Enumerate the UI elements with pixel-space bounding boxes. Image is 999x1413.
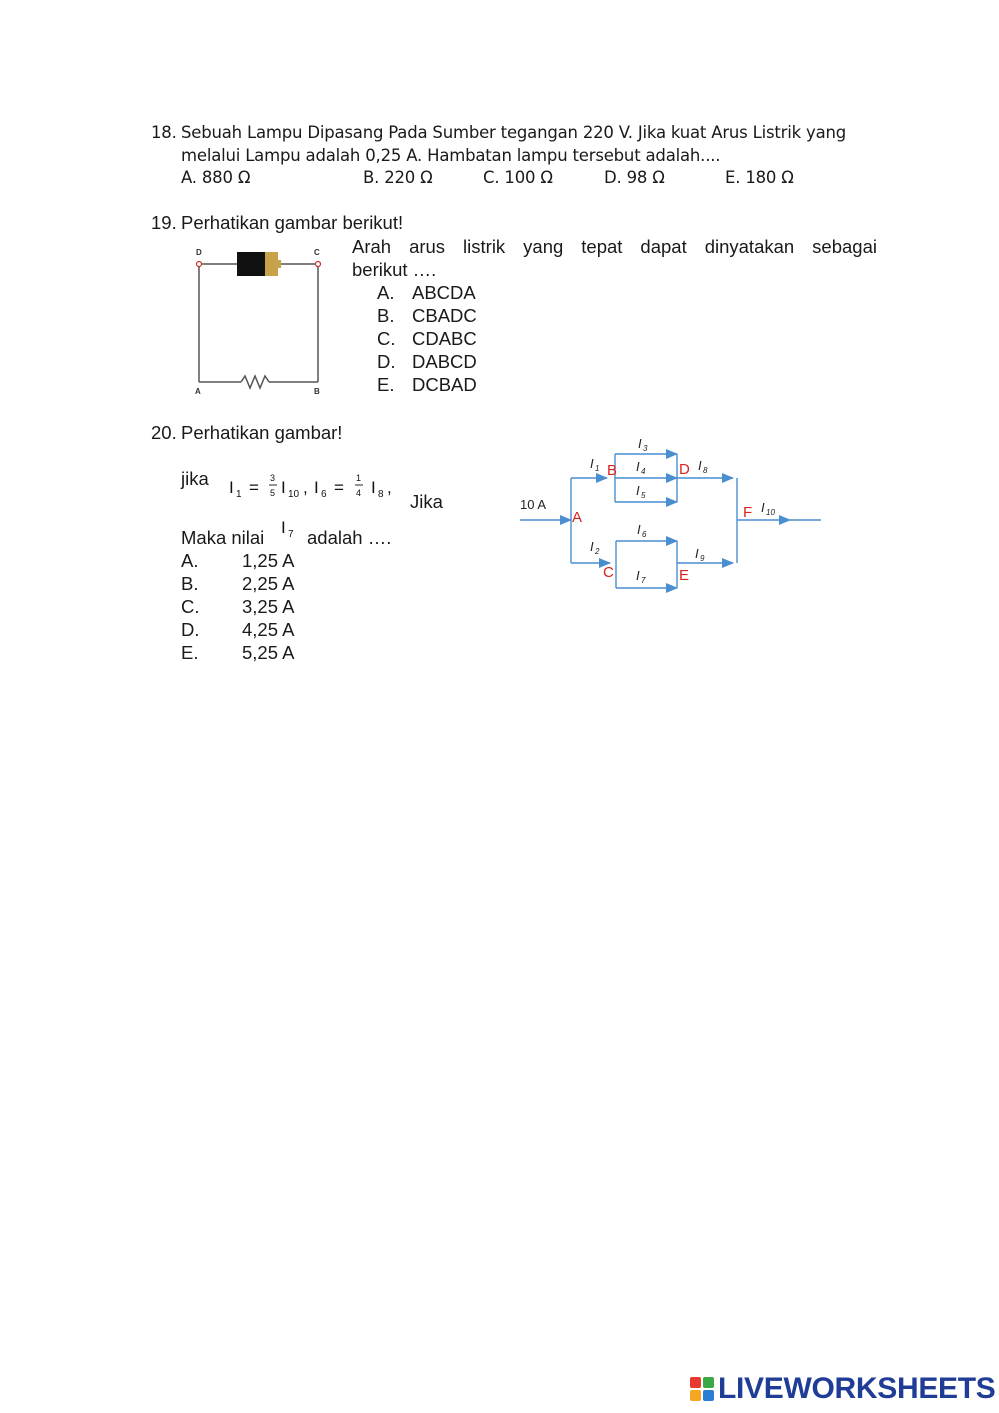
current-i1: I <box>590 456 594 471</box>
node-b-label: B <box>314 387 320 396</box>
current-i5: I <box>636 483 640 498</box>
q20-jika-label: jika <box>181 468 209 489</box>
q20-number: 20. <box>151 422 177 443</box>
q20-jika2: Jika <box>410 491 443 512</box>
node-f: F <box>743 504 753 521</box>
q18-line2: melalui Lampu adalah 0,25 A. Hambatan lampu tersebut adalah.... <box>181 146 721 165</box>
q19-option-e-letter: E. <box>377 374 395 395</box>
current-i5-sub: 5 <box>641 491 646 500</box>
q19-text-line2: berikut …. <box>352 259 437 280</box>
current-i3: I <box>638 436 642 451</box>
q19-option-b-letter: B. <box>377 305 395 326</box>
node-c: C <box>603 564 614 581</box>
eq-i8: I <box>371 478 376 497</box>
node-a: A <box>572 509 583 526</box>
q20-prompt: Perhatikan gambar! <box>181 422 343 443</box>
q20-option-b-text: 2,25 A <box>242 573 295 594</box>
q20-adalah-text: adalah …. <box>307 527 392 548</box>
eq-i8-sub: 8 <box>378 489 384 500</box>
current-i7-sub: 7 <box>641 576 646 585</box>
current-i1-sub: 1 <box>595 464 600 473</box>
node-c-label: C <box>314 248 320 257</box>
q18-number: 18. <box>151 123 177 142</box>
node-d-point <box>197 262 202 267</box>
node-c-point <box>316 262 321 267</box>
q18-option-d: D. 98 Ω <box>604 168 665 187</box>
q18-line1: Sebuah Lampu Dipasang Pada Sumber tegangan 220 V. Jika kuat Arus Listrik yang <box>181 123 847 142</box>
eq-i10-sub: 10 <box>288 489 300 500</box>
q20-option-b-letter: B. <box>181 573 199 594</box>
current-i10: I <box>761 500 765 515</box>
resistor-symbol <box>241 376 269 388</box>
eq-equals-1: = <box>249 478 259 497</box>
current-i6-sub: 6 <box>642 530 647 539</box>
node-d-label: D <box>196 248 202 257</box>
q20-node-labels <box>572 461 752 584</box>
q20-wires <box>520 454 821 588</box>
q19-text-line1: Arah arus listrik yang tepat dapat dinyatakan sebagai <box>352 236 877 257</box>
logo-square-green <box>703 1377 714 1388</box>
eq-frac1-den: 5 <box>270 488 276 498</box>
q19-option-a-text: ABCDA <box>412 282 476 303</box>
current-i9-sub: 9 <box>700 554 705 563</box>
q19-option-c-letter: C. <box>377 328 396 349</box>
q20-equation <box>225 466 405 506</box>
node-e: E <box>679 567 690 584</box>
current-i7: I <box>636 568 640 583</box>
q19-option-e-text: DCBAD <box>412 374 477 395</box>
battery-symbol <box>237 252 281 276</box>
q20-option-d-text: 4,25 A <box>242 619 295 640</box>
q19-option-d-text: DABCD <box>412 351 477 372</box>
eq-frac1-num: 3 <box>270 473 276 483</box>
q20-circuit-diagram <box>515 432 830 600</box>
current-i3-sub: 3 <box>643 444 648 453</box>
i7-sub: 7 <box>288 529 294 540</box>
q19-option-b-text: CBADC <box>412 305 477 326</box>
eq-comma-1: , <box>303 478 308 497</box>
q20-option-a-text: 1,25 A <box>242 550 295 571</box>
q19-number: 19. <box>151 212 177 233</box>
q20-option-c-letter: C. <box>181 596 200 617</box>
eq-i6: I <box>314 478 319 497</box>
logo-square-red <box>690 1377 701 1388</box>
i7-symbol: I <box>281 518 286 537</box>
eq-frac2-num: 1 <box>356 473 362 483</box>
q20-maka-text: Maka nilai <box>181 527 265 548</box>
eq-i10: I <box>281 478 286 497</box>
node-d: D <box>679 461 690 478</box>
eq-frac2-den: 4 <box>356 488 362 498</box>
current-i4-sub: 4 <box>641 467 646 476</box>
current-i8: I <box>698 458 702 473</box>
current-i9: I <box>695 546 699 561</box>
q18-option-a: A. 880 Ω <box>181 168 251 187</box>
logo-wordmark: LIVEWORKSHEETS <box>718 1372 996 1405</box>
eq-comma-2: , <box>387 478 392 497</box>
logo-grid-icon <box>690 1377 714 1401</box>
current-i2-sub: 2 <box>595 547 600 556</box>
q18-option-b: B. 220 Ω <box>363 168 433 187</box>
logo-square-blue <box>703 1390 714 1401</box>
q19-option-c-text: CDABC <box>412 328 477 349</box>
node-a-label: A <box>195 387 201 396</box>
eq-i1-sub: 1 <box>236 489 242 500</box>
q18-option-c: C. 100 Ω <box>483 168 553 187</box>
current-i8-sub: 8 <box>703 466 708 475</box>
q20-option-e-text: 5,25 A <box>242 642 295 663</box>
current-i10-sub: 10 <box>766 508 775 517</box>
q18-option-e: E. 180 Ω <box>725 168 794 187</box>
q20-option-a-letter: A. <box>181 550 199 571</box>
q19-option-d-letter: D. <box>377 351 396 372</box>
eq-i6-sub: 6 <box>321 489 327 500</box>
current-i2: I <box>590 539 594 554</box>
q20-option-d-letter: D. <box>181 619 200 640</box>
q19-option-a-letter: A. <box>377 282 395 303</box>
current-i4: I <box>636 459 640 474</box>
node-b: B <box>607 462 618 479</box>
q20-option-e-letter: E. <box>181 642 199 663</box>
eq-equals-2: = <box>334 478 344 497</box>
q20-i7-symbol <box>278 516 302 542</box>
current-i6: I <box>637 522 641 537</box>
circuit-wire <box>199 264 318 382</box>
q19-prompt: Perhatikan gambar berikut! <box>181 212 404 233</box>
source-current-label: 10 A <box>520 497 547 512</box>
logo-square-yellow <box>690 1390 701 1401</box>
q20-option-c-text: 3,25 A <box>242 596 295 617</box>
q19-circuit-diagram <box>185 240 335 400</box>
eq-i1: I <box>229 478 234 497</box>
